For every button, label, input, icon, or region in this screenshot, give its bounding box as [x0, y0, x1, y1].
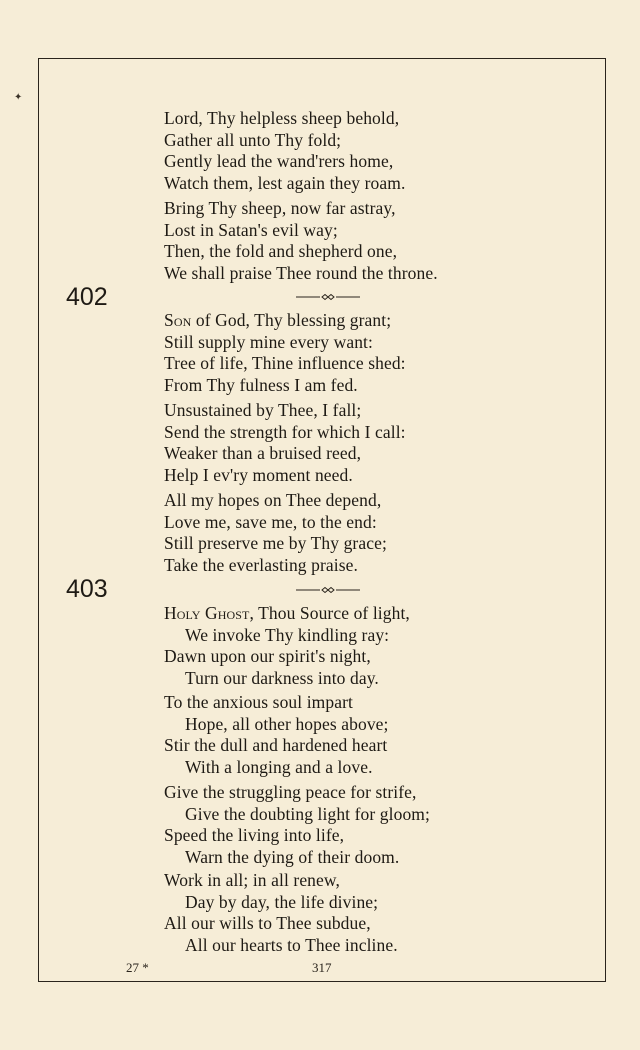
verse-line: Take the everlasting praise.: [164, 554, 358, 575]
verse-line: Tree of life, Thine influence shed:: [164, 353, 406, 374]
verse-line: Lost in Satan's evil way;: [164, 219, 338, 240]
verse-line-rest: , Thou Source of light,: [249, 603, 410, 623]
verse-line: Still preserve me by Thy grace;: [164, 533, 387, 554]
first-word-small-caps: Son: [164, 310, 192, 330]
verse-line: Give the doubting light for gloom;: [185, 803, 430, 824]
first-word-small-caps: Holy Ghost: [164, 603, 250, 623]
verse-line: Hope, all other hopes above;: [185, 713, 389, 734]
verse-line: Love me, save me, to the end:: [164, 511, 377, 532]
verse-line: All our hearts to Thee incline.: [185, 934, 398, 955]
verse-line: Lord, Thy helpless sheep behold,: [164, 108, 400, 128]
verse-line: All my hopes on Thee depend,: [164, 490, 382, 510]
verse-line: To the anxious soul impart: [164, 692, 353, 712]
stanza: [164, 310, 406, 396]
verse-line: [164, 310, 406, 332]
verse-line: Weaker than a bruised reed,: [164, 443, 362, 464]
verse-line: Stir the dull and hardened heart: [164, 735, 388, 756]
verse-line: With a longing and a love.: [185, 756, 373, 777]
margin-mark: ✦: [14, 92, 23, 103]
verse-line: We invoke Thy kindling ray:: [185, 624, 390, 645]
hymn-number: 402: [66, 283, 108, 311]
hymn-number: 403: [66, 575, 108, 603]
verse-line: From Thy fulness I am fed.: [164, 374, 358, 395]
verse-line: Day by day, the life divine;: [185, 891, 379, 912]
verse-line: Gently lead the wand'rers home,: [164, 151, 394, 172]
ornament-divider: [296, 585, 360, 595]
verse-line: Help I ev'ry moment need.: [164, 464, 353, 485]
page-number: 317: [312, 960, 332, 975]
verse-line: Bring Thy sheep, now far astray,: [164, 198, 396, 218]
ornament-divider: [296, 292, 360, 302]
verse-line: We shall praise Thee round the throne.: [164, 262, 438, 283]
verse-line: Gather all unto Thy fold;: [164, 129, 342, 150]
verse-line: Speed the living into life,: [164, 825, 345, 846]
stanza: [164, 490, 387, 576]
stanza: [164, 400, 406, 486]
verse-line: Warn the dying of their doom.: [185, 846, 400, 867]
stanza: [164, 603, 410, 689]
verse-line: Still supply mine every want:: [164, 331, 373, 352]
verse-line: Dawn upon our spirit's night,: [164, 646, 371, 667]
verse-line: Turn our darkness into day.: [185, 667, 379, 688]
signature-mark: 27 *: [126, 960, 149, 975]
verse-line: Send the strength for which I call:: [164, 421, 406, 442]
stanza: [164, 692, 389, 778]
stanza: [164, 870, 398, 956]
verse-line: Give the struggling peace for strife,: [164, 782, 417, 802]
verse-line: Unsustained by Thee, I fall;: [164, 400, 362, 420]
verse-line-rest: of God, Thy blessing grant;: [191, 310, 392, 330]
stanza: [164, 782, 430, 868]
verse-line: [164, 603, 410, 625]
verse-line: Then, the fold and shepherd one,: [164, 241, 398, 262]
stanza: [164, 198, 438, 284]
verse-line: All our wills to Thee subdue,: [164, 913, 371, 934]
verse-line: Watch them, lest again they roam.: [164, 172, 406, 193]
stanza: [164, 108, 405, 194]
verse-line: Work in all; in all renew,: [164, 870, 340, 890]
